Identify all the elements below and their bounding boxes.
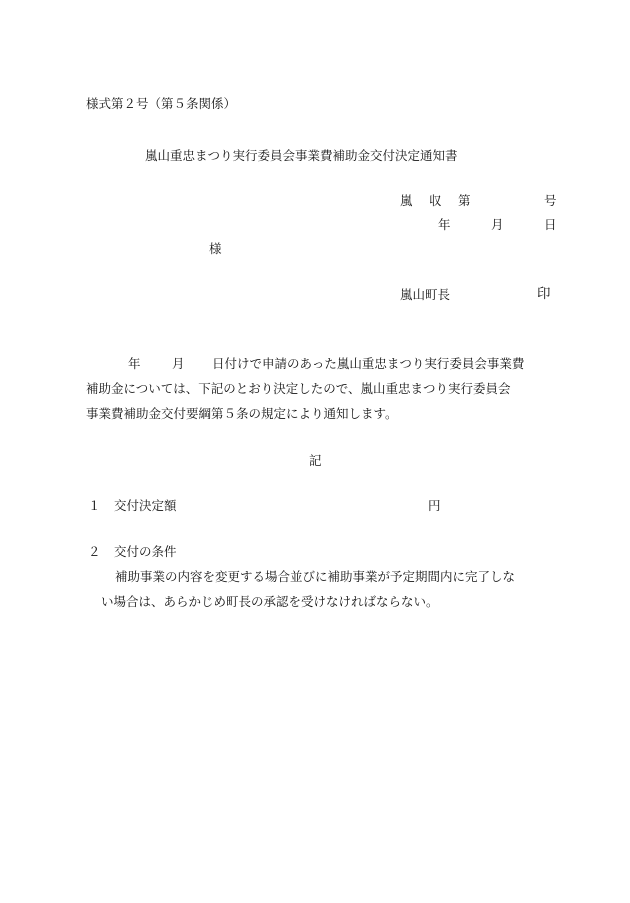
date-day: 日 bbox=[544, 217, 557, 232]
doc-number-prefix-1: 嵐 bbox=[400, 193, 413, 208]
body-month: 月 bbox=[172, 356, 185, 371]
item2-label: 交付の条件 bbox=[114, 544, 177, 559]
doc-number-prefix-2: 収 bbox=[429, 193, 442, 208]
ki-heading: 記 bbox=[309, 453, 322, 468]
item2-text-line-1: 補助事業の内容を変更する場合並びに補助事業が予定期間内に完了しな bbox=[115, 569, 516, 584]
item2-text-line-2: い場合は、あらかじめ町長の承認を受けなければならない。 bbox=[101, 594, 439, 609]
item2-number: ２ bbox=[88, 544, 101, 559]
form-label: 様式第２号（第５条関係） bbox=[86, 96, 237, 111]
body-line-3: 事業費補助金交付要綱第５条の規定により通知します。 bbox=[86, 406, 398, 421]
date-month: 月 bbox=[491, 217, 504, 232]
item1-unit: 円 bbox=[428, 498, 441, 513]
seal-mark: 印 bbox=[537, 286, 551, 302]
body-year: 年 bbox=[128, 356, 141, 371]
item1-number: １ bbox=[88, 498, 101, 513]
item1-label: 交付決定額 bbox=[114, 498, 177, 513]
doc-number-suffix: 号 bbox=[544, 193, 557, 208]
body-line-2: 補助金については、下記のとおり決定したので、嵐山重忠まつり実行委員会 bbox=[86, 381, 511, 396]
date-year: 年 bbox=[438, 217, 451, 232]
document-title: 嵐山重忠まつり実行委員会事業費補助金交付決定通知書 bbox=[145, 148, 458, 163]
body-line-1: 日付けで申請のあった嵐山重忠まつり実行委員会事業費 bbox=[212, 356, 525, 371]
issuer-name: 嵐山町長 bbox=[400, 287, 451, 302]
doc-number-prefix-3: 第 bbox=[458, 193, 471, 208]
addressee-suffix: 様 bbox=[209, 241, 222, 256]
